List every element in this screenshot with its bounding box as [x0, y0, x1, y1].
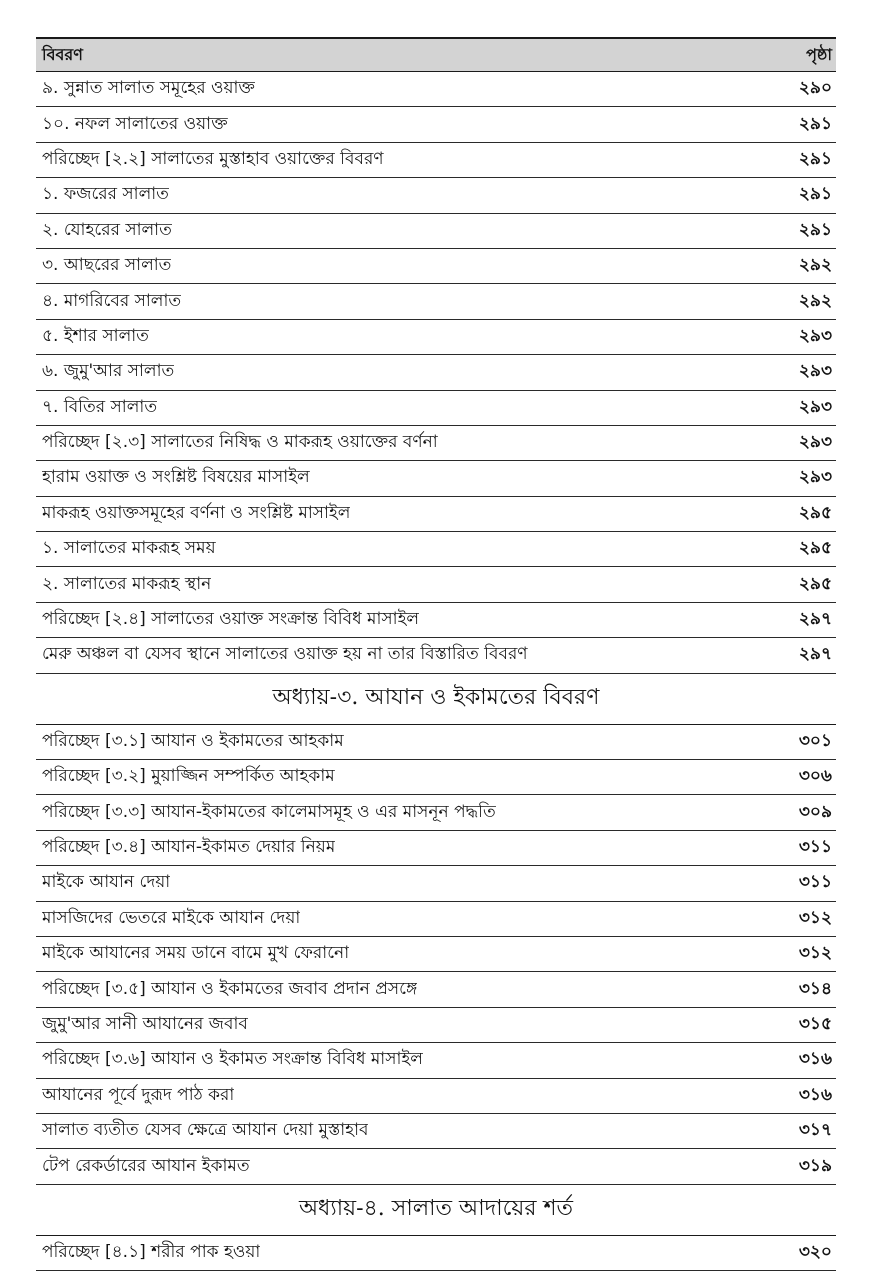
- toc-row: [36, 831, 836, 866]
- entry-page-number: ৩১১: [798, 872, 832, 893]
- section-rows-1: [36, 72, 836, 674]
- entry-title: পরিচ্ছেদ [২.৩] সালাতের নিষিদ্ধ ও মাকরূহ ওয়াক্তের বর্ণনা: [42, 432, 438, 453]
- toc-row: [36, 178, 836, 213]
- entry-page-number: ২৯৫: [798, 573, 832, 594]
- toc-row: [36, 725, 836, 760]
- entry-page-number: ২৯১: [798, 113, 832, 134]
- entry-title: জুমু'আর সানী আযানের জবাব: [42, 1013, 248, 1034]
- entry-title: মেরু অঞ্চল বা যেসব স্থানে সালাতের ওয়াক্ত হয় না তার বিস্তারিত বিবরণ: [42, 644, 528, 665]
- toc-row: [36, 866, 836, 901]
- toc-row: [36, 972, 836, 1007]
- toc-row: [36, 567, 836, 602]
- entry-page-number: ৩০৬: [798, 766, 832, 787]
- entry-title: পরিচ্ছেদ [৩.৩] আযান-ইকামতের কালেমাসমূহ ও এর মাসনূন পদ্ধতি: [42, 801, 496, 822]
- entry-title: ২. যোহরের সালাত: [42, 219, 172, 240]
- entry-title: পরিচ্ছেদ [৩.৬] আযান ও ইকামত সংক্রান্ত বিবিধ মাসাইল: [42, 1049, 423, 1070]
- entry-page-number: ৩১৪: [798, 978, 832, 999]
- entry-page-number: ২৯১: [798, 148, 832, 169]
- entry-title: মাইকে আযান দেয়া: [42, 872, 171, 893]
- entry-title: পরিচ্ছেদ [২.৪] সালাতের ওয়াক্ত সংক্রান্ত বিবিধ মাসাইল: [42, 609, 420, 630]
- entry-title: মাইকে আযানের সময় ডানে বামে মুখ ফেরানো: [42, 943, 350, 964]
- table-header: [36, 37, 836, 72]
- entry-page-number: ৩১৬: [798, 1084, 832, 1105]
- toc-row: [36, 320, 836, 355]
- toc-row: [36, 143, 836, 178]
- entry-page-number: ৩১১: [798, 837, 832, 857]
- header-page-column: পৃষ্ঠা: [806, 44, 832, 64]
- entry-title: ২. সালাতের মাকরূহ স্থান: [42, 573, 212, 594]
- entry-page-number: ২৯১: [798, 184, 832, 205]
- entry-page-number: ২৯২: [798, 290, 832, 311]
- entry-page-number: ৩১৭: [798, 1120, 832, 1141]
- entry-title: পরিচ্ছেদ [৩.৪] আযান-ইকামত দেয়ার নিয়ম: [42, 837, 336, 857]
- toc-row: [36, 284, 836, 319]
- entry-page-number: ২৯৩: [798, 432, 832, 453]
- entry-page-number: ৩১৯: [798, 1155, 832, 1176]
- entry-page-number: ৩২০: [798, 1241, 832, 1262]
- entry-page-number: ২৯৩: [798, 325, 832, 346]
- header-title-column: বিবরণ: [42, 44, 83, 64]
- entry-page-number: ৩১২: [798, 943, 832, 964]
- toc-row: [36, 1043, 836, 1078]
- toc-page: [36, 37, 836, 1271]
- entry-title: ৪. মাগরিবের সালাত: [42, 290, 182, 311]
- entry-title: সালাত ব্যতীত যেসব ক্ষেত্রে আযান দেয়া মুস্তাহাব: [42, 1120, 369, 1141]
- toc-row: [36, 1079, 836, 1114]
- entry-title: ৬. জুমু'আর সালাত: [42, 361, 175, 382]
- entry-page-number: ৩১৫: [798, 1013, 832, 1034]
- toc-row: [36, 1149, 836, 1184]
- entry-title: ১. সালাতের মাকরূহ সময়: [42, 538, 216, 559]
- entry-title: আযানের পূর্বে দুরূদ পাঠ করা: [42, 1084, 235, 1105]
- entry-page-number: ২৯৩: [798, 396, 832, 417]
- toc-row: [36, 760, 836, 795]
- entry-title: ১. ফজরের সালাত: [42, 184, 169, 205]
- toc-row: [36, 638, 836, 673]
- entry-title: পরিচ্ছেদ [৩.৫] আযান ও ইকামতের জবাব প্রদান প্রসঙ্গে: [42, 978, 418, 999]
- toc-row: [36, 795, 836, 830]
- entry-page-number: ২৯৩: [798, 361, 832, 382]
- entry-page-number: ৩১২: [798, 907, 832, 928]
- toc-row: [36, 214, 836, 249]
- toc-row: [36, 902, 836, 937]
- toc-row: [36, 249, 836, 284]
- chapter-heading-3: অধ্যায়-৩. আযান ও ইকামতের বিবরণ: [36, 674, 836, 725]
- toc-row: [36, 937, 836, 972]
- entry-page-number: ২৯১: [798, 219, 832, 240]
- entry-title: ১০. নফল সালাতের ওয়াক্ত: [42, 113, 228, 134]
- entry-title: পরিচ্ছেদ [২.২] সালাতের মুস্তাহাব ওয়াক্তের বিবরণ: [42, 148, 384, 169]
- chapter-heading-4: অধ্যায়-৪. সালাত আদায়ের শর্ত: [36, 1185, 836, 1236]
- section-rows-2: [36, 725, 836, 1185]
- entry-title: পরিচ্ছেদ [৩.১] আযান ও ইকামতের আহকাম: [42, 730, 344, 751]
- toc-row: [36, 72, 836, 107]
- toc-row: [36, 1236, 836, 1271]
- toc-row: [36, 1008, 836, 1043]
- entry-title: মাকরূহ ওয়াক্তসমূহের বর্ণনা ও সংশ্লিষ্ট মাসাইল: [42, 502, 351, 523]
- toc-row: [36, 461, 836, 496]
- entry-title: পরিচ্ছেদ [৩.২] মুয়াজ্জিন সম্পর্কিত আহকাম: [42, 766, 335, 787]
- entry-title: পরিচ্ছেদ [৪.১] শরীর পাক হওয়া: [42, 1241, 261, 1262]
- entry-page-number: ৩১৬: [798, 1049, 832, 1070]
- entry-page-number: ২৯৫: [798, 538, 832, 559]
- toc-row: [36, 107, 836, 142]
- entry-page-number: ২৯৩: [798, 467, 832, 488]
- toc-row: [36, 391, 836, 426]
- toc-row: [36, 532, 836, 567]
- entry-page-number: ৩০১: [798, 730, 832, 751]
- toc-row: [36, 603, 836, 638]
- entry-page-number: ৩০৯: [798, 801, 832, 822]
- entry-title: ৯. সুন্নাত সালাত সমূহের ওয়াক্ত: [42, 78, 255, 99]
- toc-row: [36, 497, 836, 532]
- entry-page-number: ২৯২: [798, 255, 832, 276]
- entry-title: ৩. আছরের সালাত: [42, 255, 172, 276]
- entry-title: ৫. ইশার সালাত: [42, 325, 149, 346]
- entry-page-number: ২৯৭: [798, 644, 832, 665]
- entry-page-number: ২৯৫: [798, 502, 832, 523]
- toc-row: [36, 355, 836, 390]
- toc-row: [36, 426, 836, 461]
- entry-page-number: ২৯০: [798, 78, 832, 99]
- entry-title: হারাম ওয়াক্ত ও সংশ্লিষ্ট বিষয়ের মাসাইল: [42, 467, 310, 488]
- entry-page-number: ২৯৭: [798, 609, 832, 630]
- entry-title: ৭. বিতির সালাত: [42, 396, 158, 417]
- entry-title: টেপ রেকর্ডারের আযান ইকামত: [42, 1155, 250, 1176]
- entry-title: মাসজিদের ভেতরে মাইকে আযান দেয়া: [42, 907, 301, 928]
- section-rows-3: [36, 1236, 836, 1271]
- toc-row: [36, 1114, 836, 1149]
